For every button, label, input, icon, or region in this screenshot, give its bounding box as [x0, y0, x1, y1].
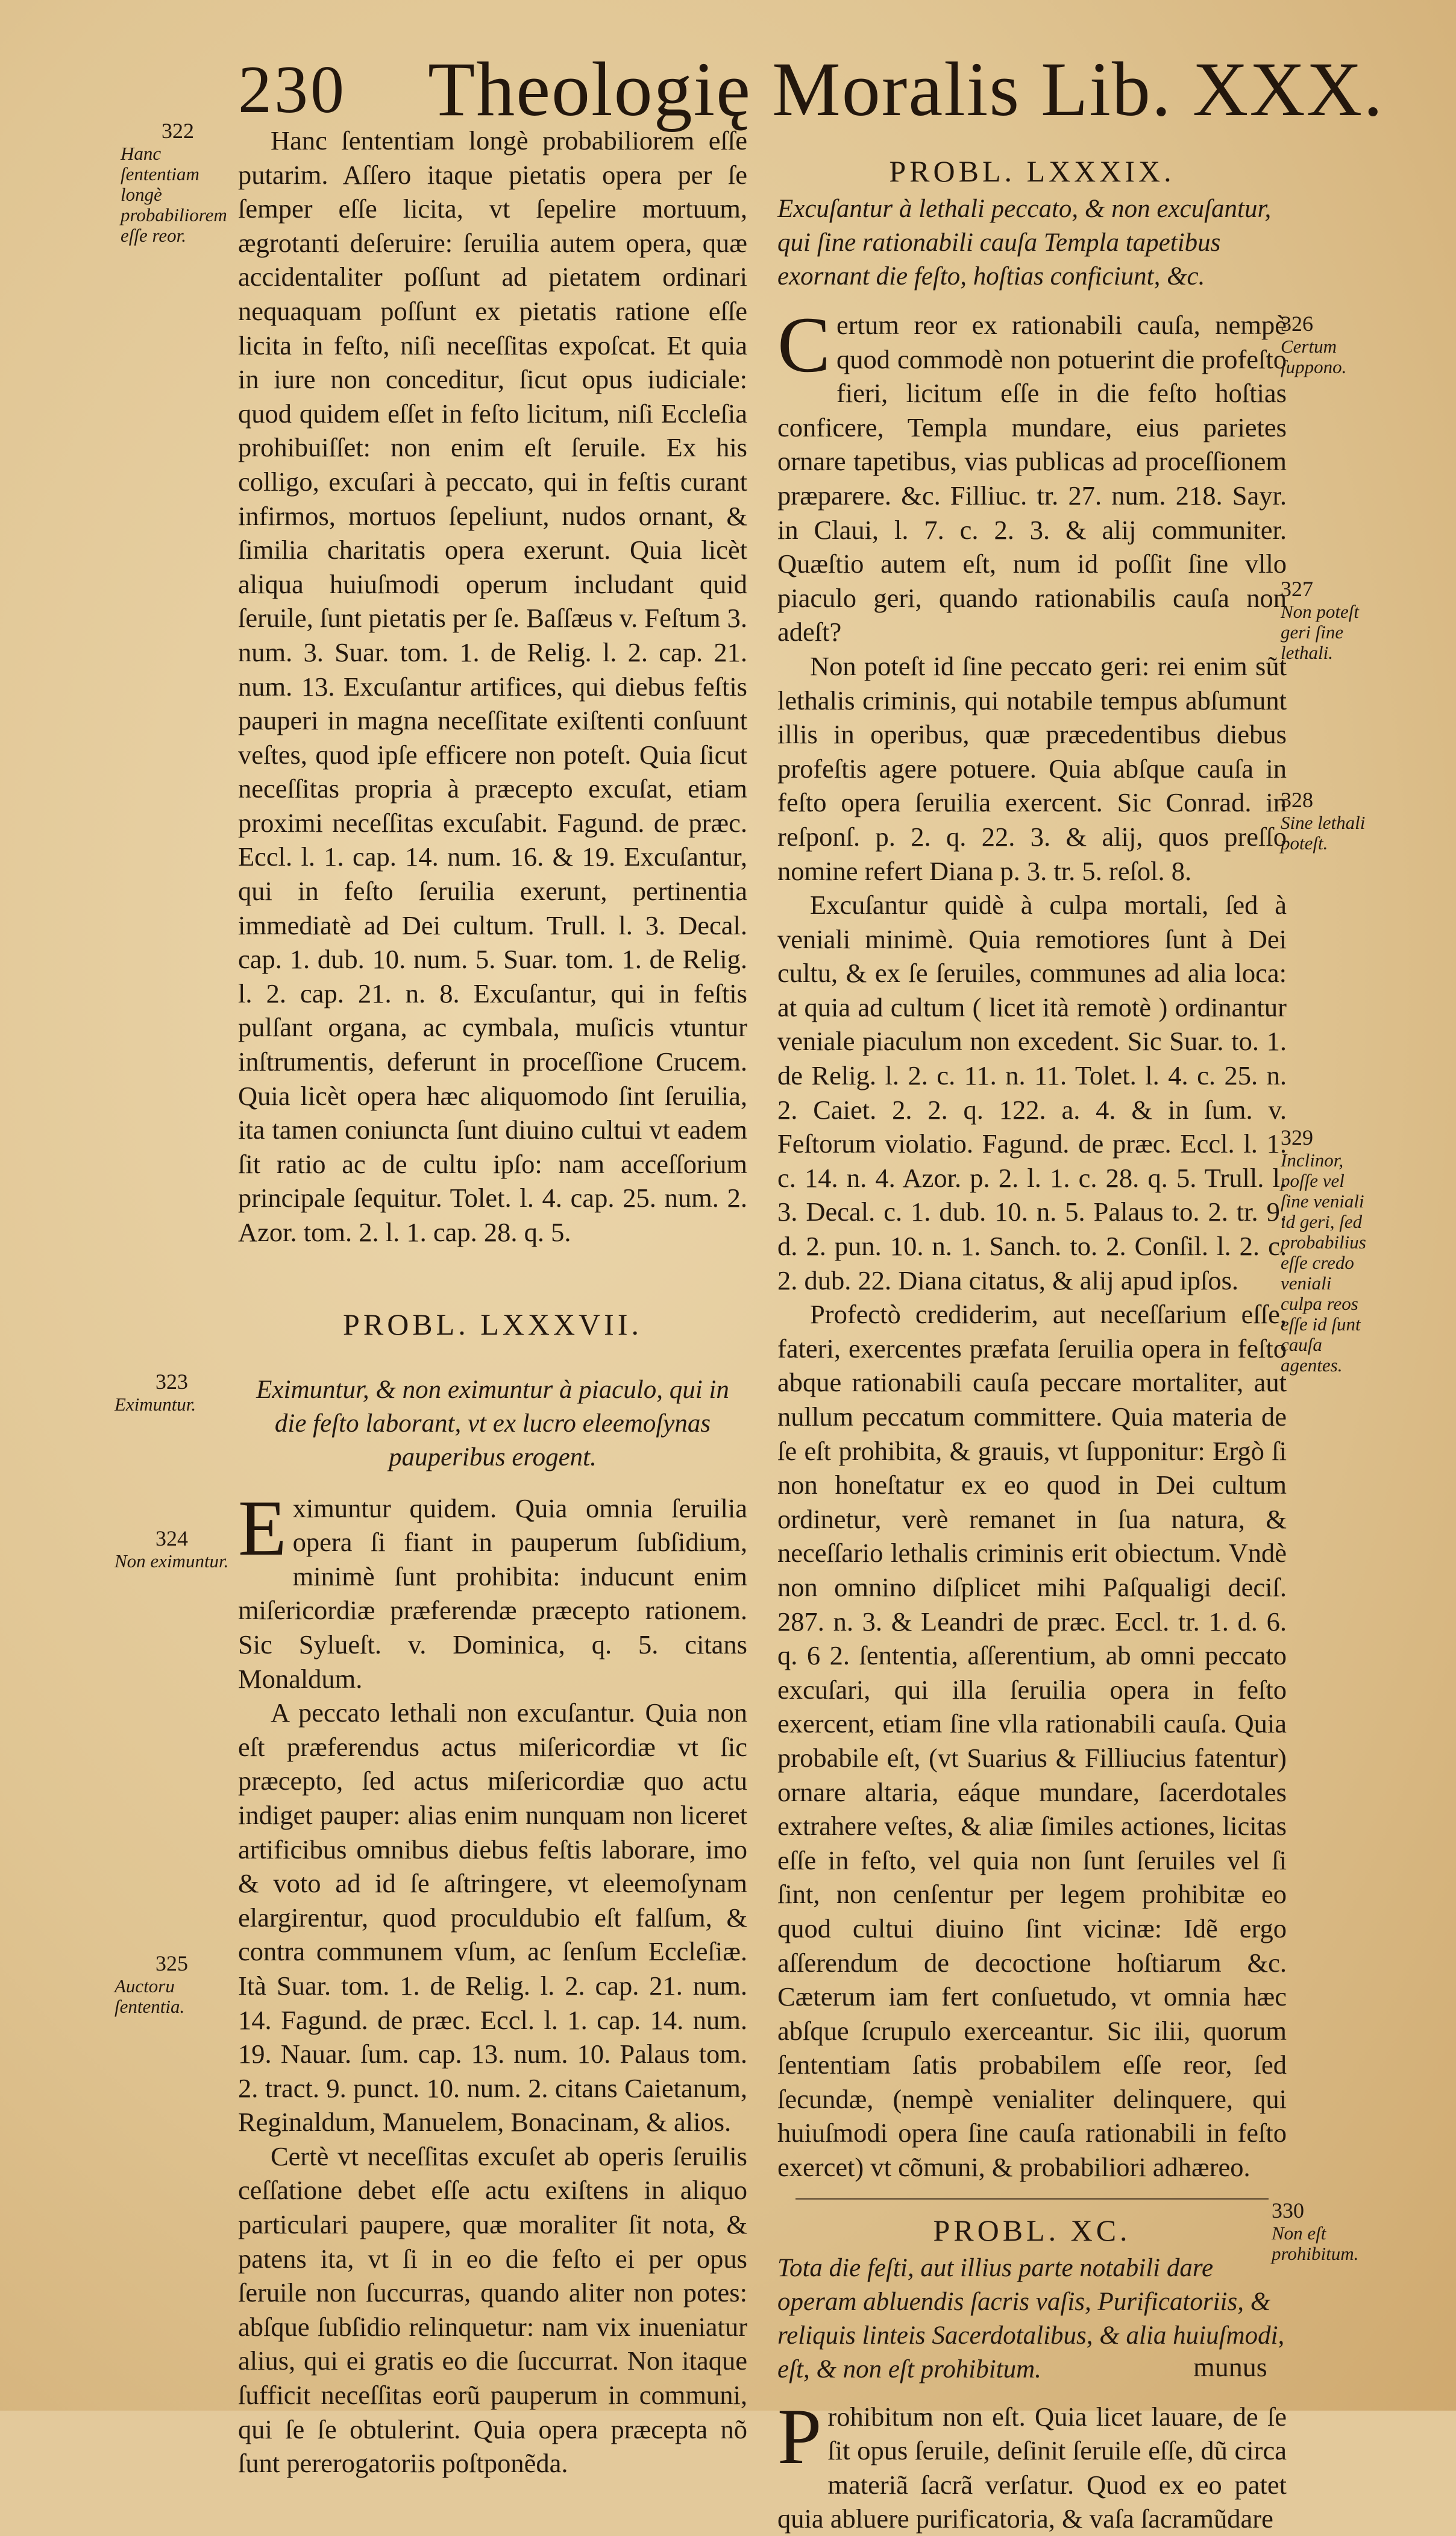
section-divider: [795, 2198, 1269, 2200]
paragraph-328: Excuſantur quidè à culpa mortali, ſed à veniali minimè. Quia remotiores ſunt à Dei cultu, & ex ſe ſeruiles, communes ad alia loca: at quia ad cultum ( licet ità remotè ) ordinantur veniale piaculum non excedent. Sic Suar. to. 1. de Relig. l. 2. c. 11. n. 11. Tolet. l. 4. c. 25. n. 2. Caiet. 2. 2. q. 122. a. 4. & in ſum. v. Feſtorum violatio. Fagund. de præc. Eccl. l. 1. c. 14. n. 4. Azor. p. 2. l. 1. c. 28. q. 5. Trull. l. 3. Decal. c. 1. dub. 10. n. 5. Palaus to. 2. tr. 9. d. 2. pun. 10. n. 1. Sanch. to. 2. Conſil. l. 2. c. 2. dub. 22. Diana citatus, & alij apud ipſos.: [777, 890, 1287, 1295]
paragraph-324: A peccato lethali non excuſantur. Quia non eſt præferendus actus miſericordiæ vt ſic præcepto, ſed actus miſericordiæ quo actu indiget pauper: alias enim nunquam non liceret artificibus omnibus diebus feſtis laborare, imo & voto ad id ſe aſtringere, vt eleemoſynam elargirentur, quod proculdubio eſt falſum, & contra communem vſum, ac ſenſum Eccleſiæ. Ità Suar. tom. 1. de Relig. l. 2. cap. 21. num. 14. Fagund. de præc. Eccl. l. 1. cap. 14. num. 19. Nauar. ſum. cap. 13. num. 10. Palaus tom. 2. tract. 9. punct. 10. num. 2. citans Caietanum, Reginaldum, Manuelem, Bonacinam, & alios.: [238, 1697, 747, 2138]
margin-note-text: Inclinor, poſſe vel ſine veniali id geri, ſed probabilius eſſe credo veniali culpa reos eſſe id ſunt cauſa agentes.: [1281, 1150, 1366, 1376]
margin-note-330: [1272, 2200, 1374, 2264]
running-title: Theologię Moralis Lib. XXX.: [428, 46, 1384, 132]
margin-note-number: 322: [162, 119, 194, 143]
margin-note-number: 328: [1281, 788, 1313, 812]
problem-87-title: PROBL. LXXXVII.: [343, 1307, 642, 1341]
paragraph-329: Profectò crediderim, aut neceſſarium eſſe, fateri, exercentes præfata ſeruilia opera in feſto abque rationabili cauſa peccare mortaliter, aut nullum peccatum committere. Quia materia de ſe eſt prohibita, & grauis, vt ſupponitur: Ergò ſi non honeſtatur ex eo quod in Dei cultum ordinetur, verè remanet in ſua natura, & neceſſario lethalis criminis erit obiectum. Vndè non omnino diſplicet mihi Paſqualigi deciſ. 287. n. 3. & Leandri de præc. Eccl. tr. 1. d. 6. q. 6 2. ſententia, aſſerentium, ab omni peccato excuſari, qui illa ſeruilia opera in feſto exercent, etiam ſine vlla rationabili cauſa. Quia probabile eſt, (vt Suarius & Filliucius fatentur) ornare altaria, eáque mundare, ſacerdotales extrahere veſtes, & aliæ ſimiles actiones, licitas eſſe in feſto, vel quia non ſunt ſeruiles vel ſi ſint, non cenſentur per legem prohibitæ eo quod cultui diuino ſint vicinæ: Idẽ ergo aſſerendum de decoctione hoſtiarum &c. Cæterum iam fert conſuetudo, vt omnia hæc abſque ſcrupulo exerceantur. Sic ilii, quorum ſententiam ſatis probabilem eſſe reor, ſed ſecundæ, (nempè venialiter delinquere, qui huiuſmodi opera ſine cauſa rationabili in feſto exercet) vt cõmuni, & probabiliori adhæreo.: [777, 1299, 1287, 2183]
paragraph-322: Hanc ſententiam longè probabiliorem eſſe putarim. Aſſero itaque pietatis opera per ſe ſemper eſſe licita, vt ſepelire mortuum, ægrotanti deſeruire: ſeruilia autem opera, quæ accidentaliter poſſunt ad pietatem ordinari nequaquam poſſunt ex pietatis ratione eſſe licita in feſto, niſi neceſſitas expoſcat. Et quia in iure non conceditur, ſicut opus iudiciale: quod quidem eſſet in feſto licitum, niſi Eccleſia prohibuiſſet: non enim eſt ſeruile. Ex his colligo, excuſari à peccato, qui in feſtis curant infirmos, mortuos ſepeliunt, nudos ornant, & ſimilia charitatis opera exerunt. Quia licèt aliqua huiuſmodi operum includant quid ſeruile, ſunt pietatis per ſe. Baſſæus v. Feſtum 3. num. 3. Suar. tom. 1. de Relig. l. 2. cap. 21. num. 13. Excuſantur artifices, qui diebus feſtis pauperi in magna neceſſitate exiſtenti conſuunt veſtes, quod ipſe efficere non poteſt. Quia ſicut neceſſitas propria à præcepto excuſat, etiam proximi neceſſitas excuſabit. Fagund. de præc. Eccl. l. 1. cap. 14. num. 16. & 19. Excuſantur, qui in feſto ſeruilia exerunt, pertinentia immediatè ad Dei cultum. Trull. l. 3. Decal. cap. 1. dub. 10. num. 5. Suar. tom. 1. de Relig. l. 2. cap. 21. n. 8. Excuſantur, qui in feſtis pulſant organa, ac cymbala, muſicis vtuntur inſtrumentis, deferunt in proceſſione Crucem. Quia licèt opera hæc aliquomodo ſint ſeruilia, ita tamen coniuncta ſunt diuino cultui vt eadem ſit ratio ac de cultu ipſo: nam acceſſorium principale ſequitur. Tolet. l. 4. cap. 25. num. 2. Azor. tom. 2. l. 1. cap. 28. q. 5.: [238, 125, 747, 1247]
margin-note-322: [121, 121, 235, 246]
problem-89-title: PROBL. LXXXIX.: [889, 154, 1175, 188]
paragraph-327: Non poteſt id ſine peccato geri: rei enim sũt lethalis criminis, qui notabile tempus abſumunt illis in operibus, quæ præcedentibus diebus profeſtis agere potuere. Quia abſque cauſa in feſto opera ſeruilia exercent. Sic Conrad. in reſponſ. p. 2. q. 22. 3. & alij, quos preſſo nomine refert Diana p. 3. tr. 5. reſol. 8.: [777, 650, 1287, 886]
margin-note-number: 325: [155, 1951, 188, 1975]
problem-89-summary: Excuſantur à lethali peccato, & non excuſantur, qui ſine rationabili cauſa Templa tapetibus exornant die feſto, hoſtias conficiunt, &c.: [777, 195, 1272, 291]
margin-note-number: 330: [1272, 2198, 1304, 2223]
paragraph-325: Certè vt neceſſitas excuſet ab operis ſeruilis ceſſatione debet eſſe actu exiſtens in aliquo particulari paupere, quæ moraliter ſit nota, & patens ita, vt ſi in eo die feſto ei per opus ſeruile non ſuccurras, quando aliter non potes: abſque ſubſidio relinquetur: nam vix inueniatur alius, qui ei gratis eo die ſuccurrat. Non itaque ſufficit neceſſitas eorũ pauperum in communi, qui ſe ſe obtulerint. Quia opera præcepta nõ ſunt pererogatoriis poſtponẽda.: [238, 2141, 747, 2479]
margin-note-328: [1281, 790, 1371, 854]
paragraph-330: Prohibitum non eſt. Quia licet lauare, de ſe ſit opus ſeruile, deſinit ſeruile eſſe, dũ circa materiã ſacrã verſatur. Quod ex eo patet quia abluere purificatoria, & vaſa ſacramũdare: [777, 2391, 1287, 2534]
margin-note-number: 324: [155, 1526, 188, 1550]
margin-note-327: [1281, 579, 1371, 663]
margin-note-326: [1281, 313, 1371, 377]
margin-note-text: Non poteſt geri ſine lethali.: [1281, 601, 1360, 663]
margin-note-number: 327: [1281, 577, 1313, 601]
page-number: 230: [238, 52, 347, 127]
paragraph-326: Certum reor ex rationabili cauſa, nempè quod commodè non potuerint die profeſto fieri, licitum eſſe in die feſto hoſtias conficere, Templa mundare, eius parietes ornare tapetibus, vias publicas ad proceſſionem præparere. &c. Filliuc. tr. 27. num. 218. Sayr. in Claui, l. 7. c. 2. 3. & alij communiter. Quæſtio autem eſt, num id poſſit ſine vllo piaculo geri, quando rationabilis cauſa non adeſt?: [777, 300, 1287, 647]
margin-note-329: [1281, 1127, 1377, 1376]
problem-90-summary: Tota die feſti, aut illius parte notabili dare operam abluendis ſacris vaſis, Purificatoriis, & reliquis linteis Sacerdotalibus, & alia huiuſmodi, eſt, & non eſt prohibitum.: [777, 2253, 1285, 2383]
margin-note-324: [115, 1528, 229, 1572]
margin-note-number: 329: [1281, 1125, 1313, 1150]
left-column: [238, 124, 747, 2481]
margin-note-text: Sine lethali poteſt.: [1281, 812, 1366, 854]
problem-90-title: PROBL. XC.: [933, 2213, 1131, 2247]
margin-note-325: [115, 1953, 229, 2017]
margin-note-text: Non eſt prohibitum.: [1272, 2223, 1359, 2264]
problem-87-summary: Eximuntur, & non eximuntur à piaculo, qui in die feſto laborant, vt ex lucro eleemoſynas pauperibus erogent.: [256, 1375, 729, 1471]
catchword: munus: [1193, 2352, 1267, 2382]
right-column: [777, 154, 1287, 2536]
margin-note-text: Hanc ſententiam longè probabiliorem eſſe reor.: [121, 143, 227, 246]
margin-note-text: Eximuntur.: [115, 1394, 196, 1415]
margin-note-text: Non eximuntur.: [115, 1550, 229, 1572]
margin-note-323: [115, 1371, 229, 1415]
paragraph-323: Eximuntur quidem. Quia omnia ſeruilia opera ſi fiant in pauperum ſubſidium, minimè ſunt prohibita: inducunt enim miſericordiæ præferendæ præcepto rationem. Sic Sylueſt. v. Dominica, q. 5. citans Monaldum.: [238, 1483, 747, 1694]
margin-note-number: 326: [1281, 312, 1313, 336]
margin-note-number: 323: [155, 1370, 188, 1394]
margin-note-text: Certum ſuppono.: [1281, 336, 1347, 377]
margin-note-text: Auctoru ſententia.: [115, 1975, 185, 2017]
